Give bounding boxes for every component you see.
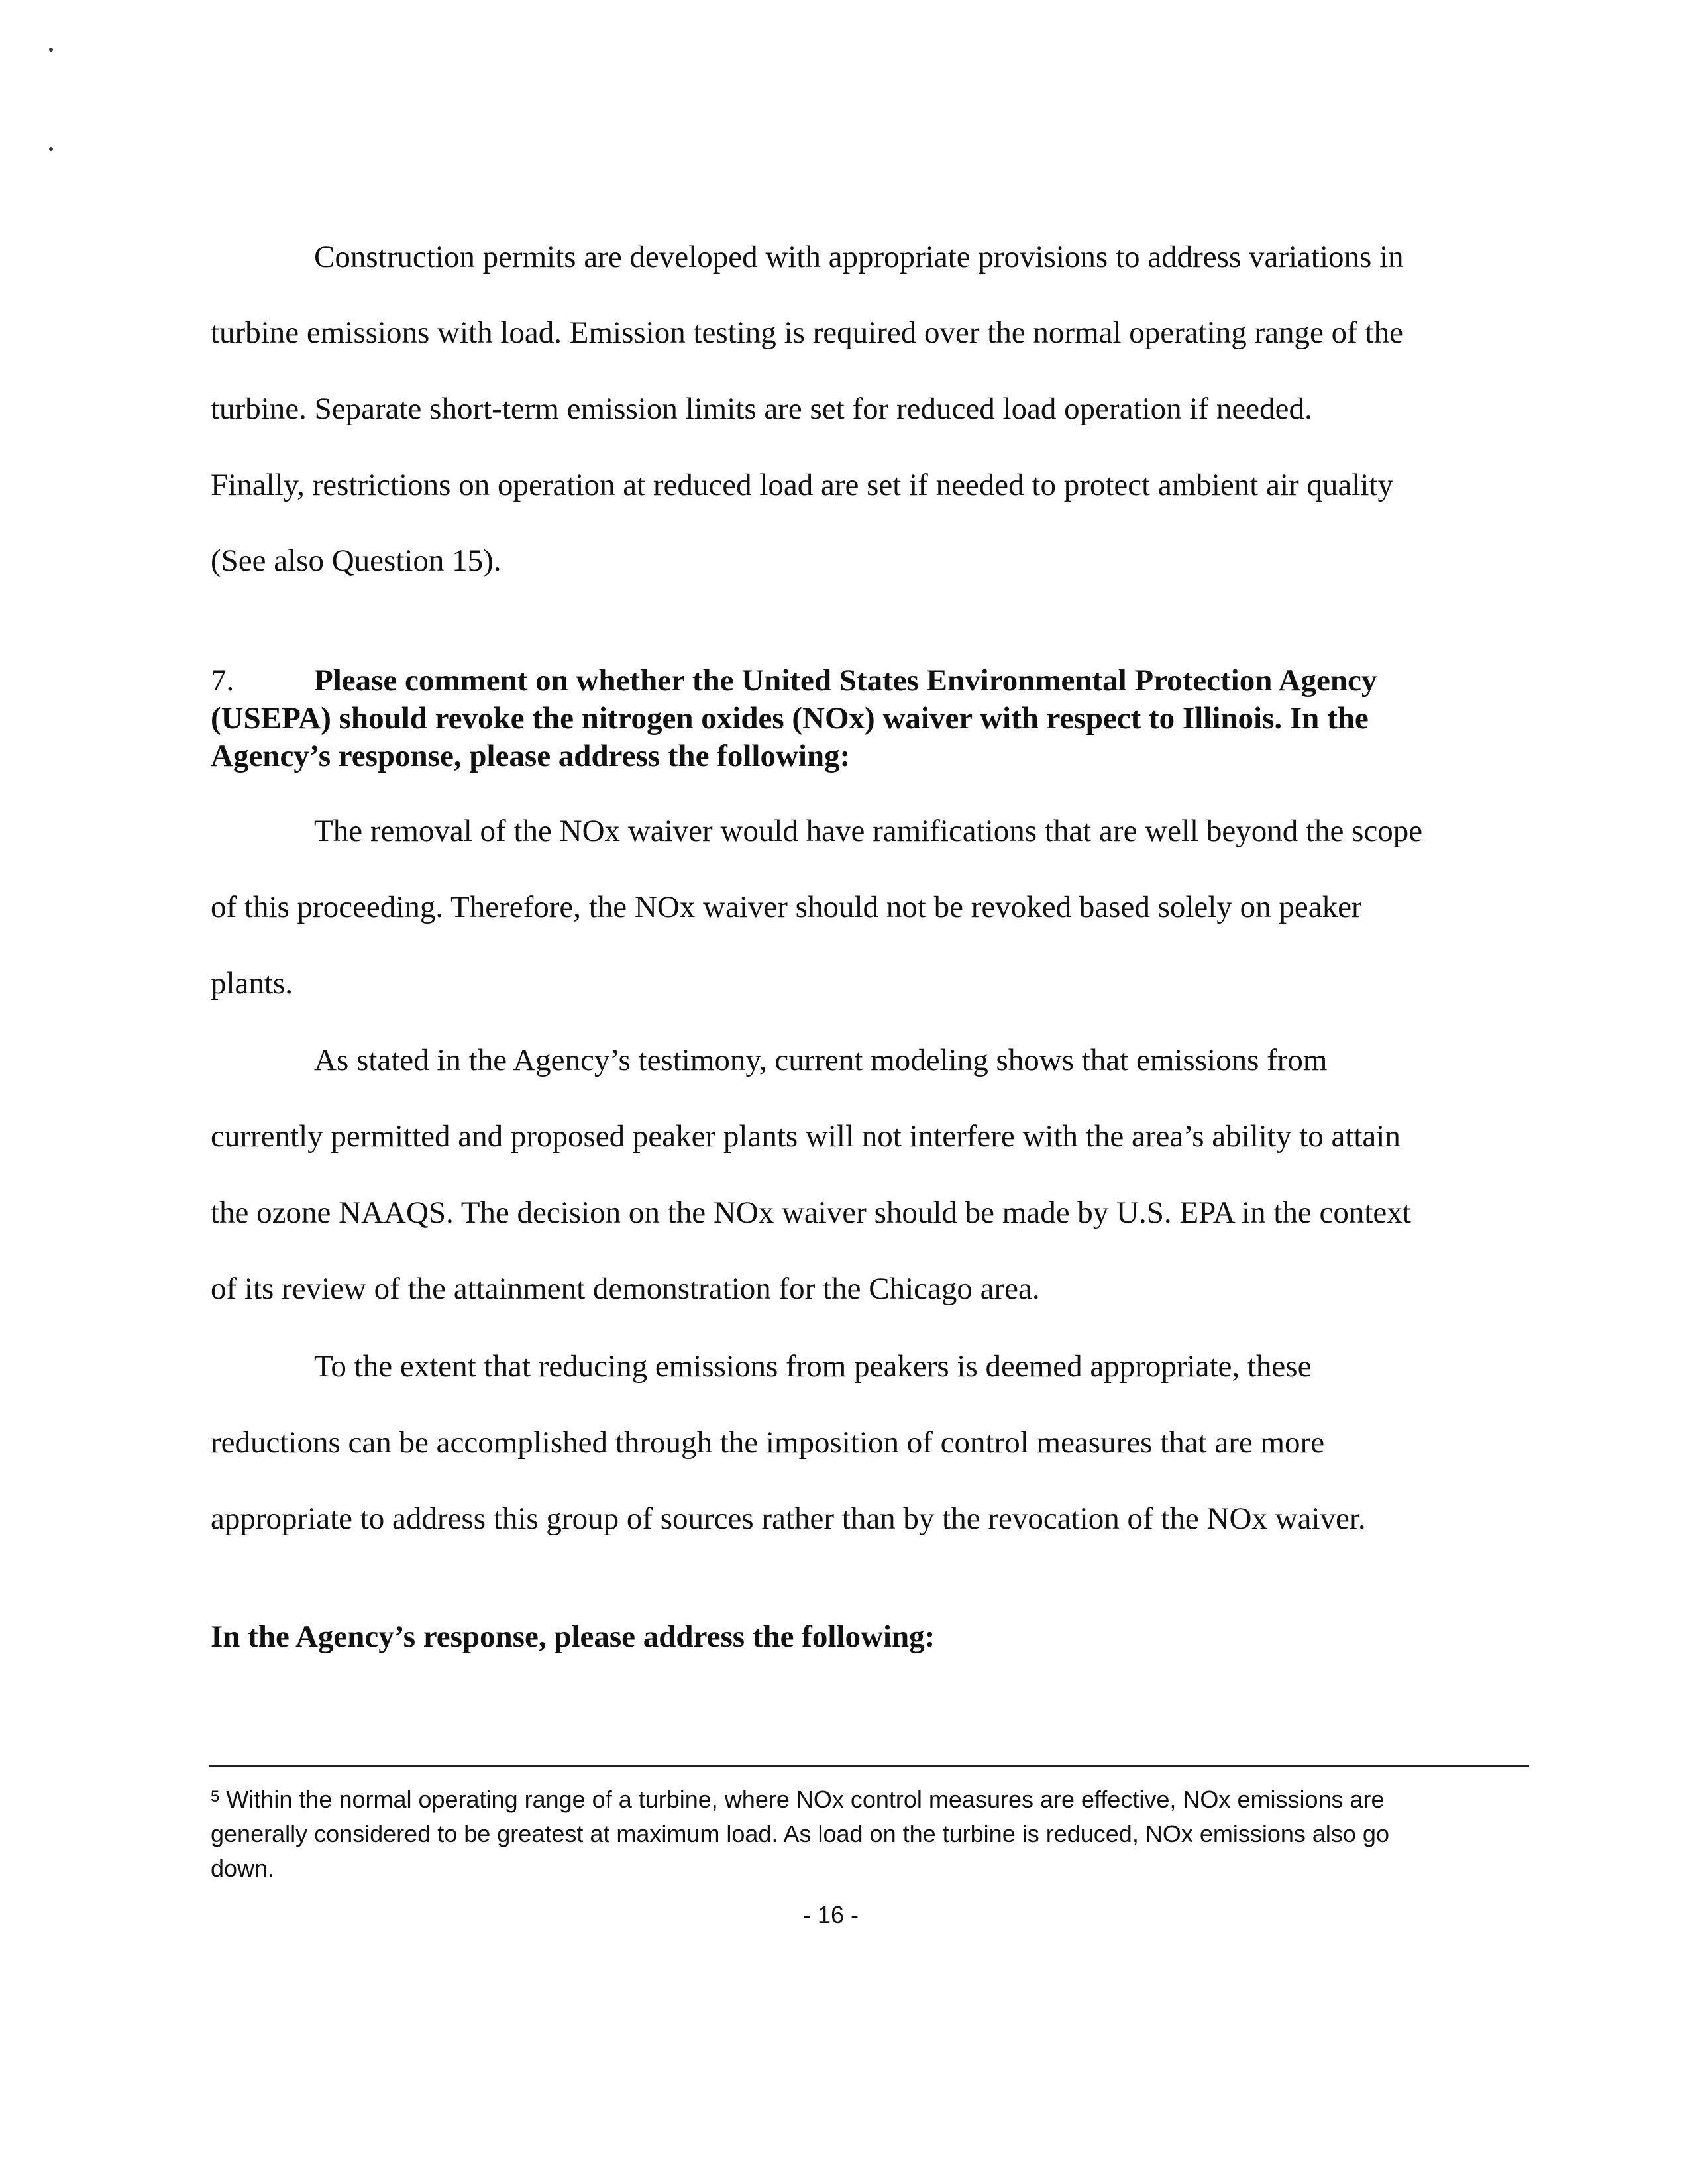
question-heading-line: (USEPA) should revoke the nitrogen oxides (NOx) waiver with respect to Illinois. In the [211, 701, 1369, 736]
footnote-text: Within the normal operating range of a turbine, where NOx control measures are effective, NOx emissions are [226, 1786, 1385, 1813]
body-text-line: reductions can be accomplished through the imposition of control measures that are more [211, 1425, 1325, 1460]
question-number: 7. [211, 663, 235, 698]
body-text-line: The removal of the NOx waiver would have ramifications that are well beyond the scope [314, 814, 1423, 848]
scan-speck [49, 147, 53, 151]
question-heading-line: Please comment on whether the United States Environmental Protection Agency [314, 663, 1377, 698]
footnote-line: generally considered to be greatest at maximum load. As load on the turbine is reduced, NOx emissions also go [211, 1820, 1389, 1847]
body-text-line: turbine emissions with load. Emission testing is required over the normal operating range of the [211, 315, 1403, 350]
body-text-line: Construction permits are developed with appropriate provisions to address variations in [314, 240, 1404, 274]
body-text-line: To the extent that reducing emissions from peakers is deemed appropriate, these [314, 1349, 1312, 1384]
footnote-separator [209, 1765, 1529, 1767]
body-text-line: the ozone NAAQS. The decision on the NOx waiver should be made by U.S. EPA in the context [211, 1195, 1411, 1230]
section-subheading: In the Agency’s response, please address the following: [211, 1619, 935, 1654]
body-text-line: plants. [211, 966, 293, 1001]
question-heading-line: Agency’s response, please address the following: [211, 739, 851, 773]
body-text-line: As stated in the Agency’s testimony, current modeling shows that emissions from [314, 1043, 1328, 1077]
body-text-line: turbine. Separate short-term emission limits are set for reduced load operation if needed. [211, 392, 1312, 426]
footnote-marker: 5 [211, 1788, 220, 1806]
footnote-line [211, 1782, 1385, 1817]
page-number: - 16 - [803, 1901, 859, 1928]
body-text-line: of its review of the attainment demonstration for the Chicago area. [211, 1272, 1040, 1306]
body-text-line: appropriate to address this group of sources rather than by the revocation of the NOx waiver. [211, 1502, 1366, 1536]
body-text-line: Finally, restrictions on operation at reduced load are set if needed to protect ambient air quality [211, 468, 1393, 502]
body-text-line: of this proceeding. Therefore, the NOx waiver should not be revoked based solely on peaker [211, 890, 1362, 924]
scan-speck [49, 48, 53, 52]
body-text-line: (See also Question 15). [211, 543, 502, 578]
footnote-line: down. [211, 1855, 275, 1882]
body-text-line: currently permitted and proposed peaker plants will not interfere with the area’s ability to attain [211, 1119, 1401, 1154]
